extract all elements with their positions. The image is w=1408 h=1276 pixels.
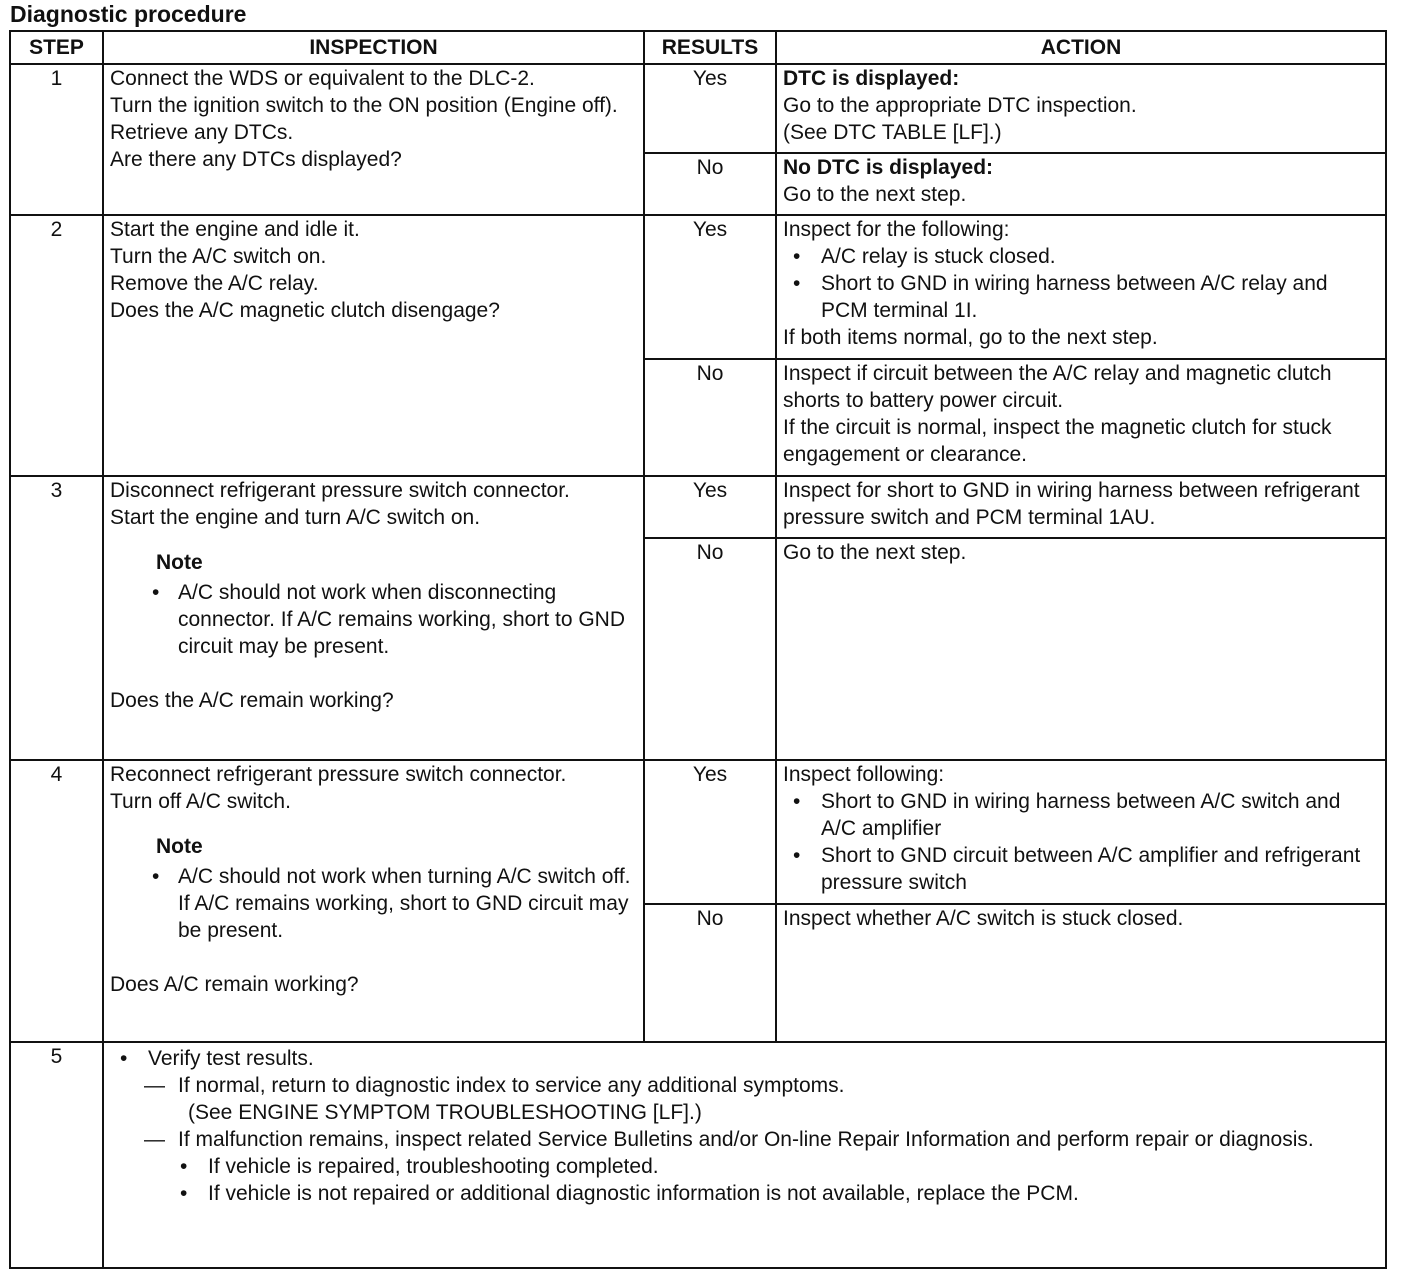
action-line: Go to the appropriate DTC inspection. [783, 94, 1137, 117]
list-item: • Short to GND circuit between A/C amplifier and refrigerant pressure switch [783, 842, 1379, 896]
step-number: 3 [10, 476, 103, 760]
table-row [10, 476, 1386, 538]
action-heading: DTC is displayed: [783, 67, 960, 90]
inspection-line: Turn off A/C switch. [110, 790, 291, 813]
inspection-question: Does A/C remain working? [110, 973, 359, 996]
step-number: 2 [10, 215, 103, 476]
action-line: If the circuit is normal, inspect the magnetic clutch for stuck engagement or clearance. [783, 416, 1338, 466]
action-line: Inspect following: [783, 763, 945, 786]
step-4-inspection [103, 760, 644, 1042]
dtc-table-reference: (See DTC TABLE [LF].) [783, 121, 1002, 144]
step-1-no-action [776, 153, 1386, 215]
action-line: Inspect for short to GND in wiring harness between refrigerant pressure switch and PCM terminal 1AU. [783, 479, 1366, 529]
header-action: ACTION [776, 31, 1386, 64]
table-row [10, 1042, 1386, 1268]
step-2-inspection [103, 215, 644, 476]
step-4-no-action [776, 904, 1386, 1042]
malfunction-item [110, 1126, 1379, 1153]
action-line: Go to the next step. [783, 541, 967, 564]
inspection-line: Start the engine and idle it. [110, 218, 360, 241]
action-line: Inspect whether A/C switch is stuck closed. [783, 907, 1184, 930]
inspection-line: Turn the A/C switch on. [110, 245, 327, 268]
malfunction-text: If malfunction remains, inspect related Service Bulletins and/or On-line Repair Information and perform repair or diagnosis. [178, 1128, 1314, 1151]
action-line: If both items normal, go to the next step. [783, 326, 1158, 349]
note-item: • A/C should not work when disconnecting connector. If A/C remains working, short to GND circuit may be present. [110, 579, 637, 660]
result-no: No [644, 904, 776, 1042]
inspection-line: Disconnect refrigerant pressure switch connector. [110, 479, 570, 502]
normal-item [110, 1072, 1379, 1099]
step-number: 1 [10, 64, 103, 215]
step-3-no-action [776, 538, 1386, 760]
note-bullets [110, 579, 637, 660]
inspection-line: Connect the WDS or equivalent to the DLC-2. [110, 67, 535, 90]
result-no: No [644, 359, 776, 476]
note-label: Note [156, 551, 203, 574]
header-step: STEP [10, 31, 103, 64]
action-bullets [783, 788, 1379, 896]
action-line: Inspect for the following: [783, 218, 1010, 241]
step-number: 4 [10, 760, 103, 1042]
result-yes: Yes [644, 215, 776, 359]
verify-item: • Verify test results. [110, 1045, 1379, 1072]
action-heading: No DTC is displayed: [783, 156, 994, 179]
list-item: • Short to GND in wiring harness between A/C switch and A/C amplifier [783, 788, 1379, 842]
result-yes: Yes [644, 64, 776, 153]
diagnostic-table [9, 30, 1387, 1269]
table-row [10, 215, 1386, 359]
inspection-line: Are there any DTCs displayed? [110, 148, 402, 171]
header-row [10, 31, 1386, 64]
result-yes: Yes [644, 760, 776, 904]
page-title: Diagnostic procedure [10, 1, 247, 27]
inspection-line: Retrieve any DTCs. [110, 121, 294, 144]
step-3-inspection [103, 476, 644, 760]
inspection-line: Turn the ignition switch to the ON position (Engine off). [110, 94, 618, 117]
inspection-question: Does the A/C remain working? [110, 689, 394, 712]
result-no: No [644, 153, 776, 215]
action-line: Go to the next step. [783, 183, 967, 206]
repaired-item: • If vehicle is repaired, troubleshooting completed. [110, 1153, 1379, 1180]
symptom-reference: (See ENGINE SYMPTOM TROUBLESHOOTING [LF].) [188, 1101, 702, 1124]
step-1-yes-action [776, 64, 1386, 153]
inspection-line: Reconnect refrigerant pressure switch connector. [110, 763, 567, 786]
note-item: • A/C should not work when turning A/C switch off. If A/C remains working, short to GND circuit may be present. [110, 863, 637, 944]
inspection-line: Start the engine and turn A/C switch on. [110, 506, 481, 529]
inspection-line: Does the A/C magnetic clutch disengage? [110, 299, 500, 322]
step-3-yes-action [776, 476, 1386, 538]
step-4-yes-action [776, 760, 1386, 904]
result-no: No [644, 538, 776, 760]
normal-text: If normal, return to diagnostic index to service any additional symptoms. [178, 1074, 845, 1097]
inspection-line: Remove the A/C relay. [110, 272, 319, 295]
action-bullets [783, 243, 1379, 324]
table-row [10, 64, 1386, 153]
note-label: Note [156, 835, 203, 858]
list-item: • A/C relay is stuck closed. [783, 243, 1379, 270]
step-1-inspection [103, 64, 644, 215]
action-line: Inspect if circuit between the A/C relay and magnetic clutch shorts to battery power circuit. [783, 362, 1338, 412]
header-results: RESULTS [644, 31, 776, 64]
table-row [10, 760, 1386, 904]
result-yes: Yes [644, 476, 776, 538]
step-2-yes-action [776, 215, 1386, 359]
dash-mark: — [144, 1074, 165, 1097]
header-inspection: INSPECTION [103, 31, 644, 64]
not-repaired-item: • If vehicle is not repaired or additional diagnostic information is not available, replace the PCM. [110, 1180, 1379, 1207]
step-2-no-action [776, 359, 1386, 476]
dash-mark: — [144, 1128, 165, 1151]
note-bullets [110, 863, 637, 944]
list-item: • Short to GND in wiring harness between A/C relay and PCM terminal 1I. [783, 270, 1379, 324]
step-number: 5 [10, 1042, 103, 1268]
step-5-content [103, 1042, 1386, 1268]
